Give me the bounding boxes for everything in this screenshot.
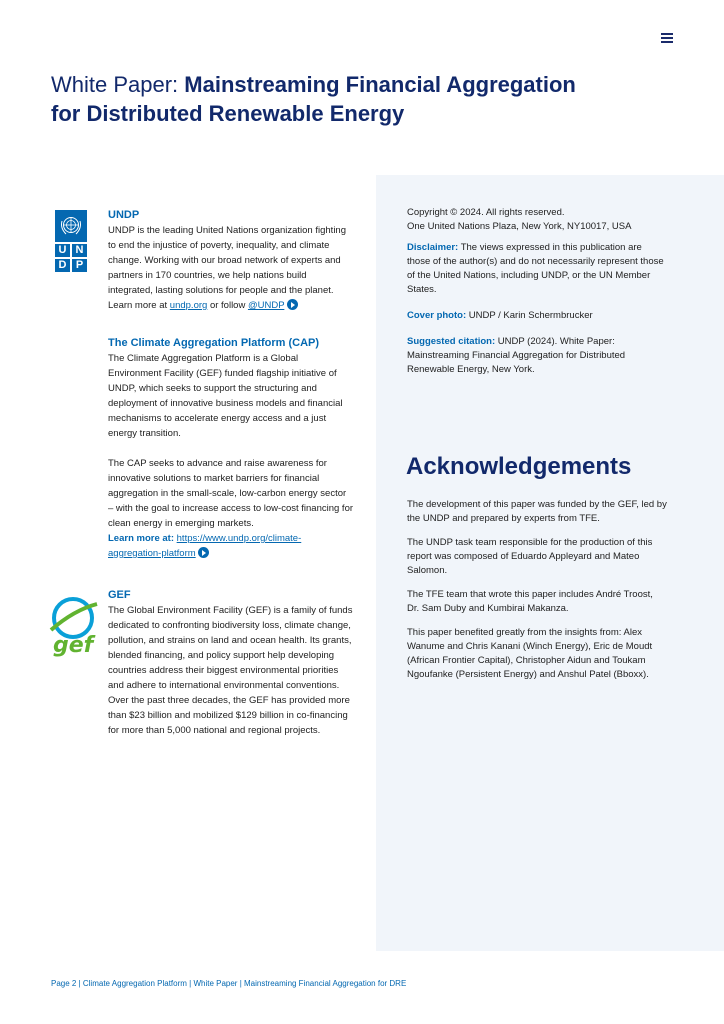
copyright-text: Copyright © 2024. All rights reserved. [407, 207, 565, 218]
undp-learn-more [108, 298, 353, 313]
cap-learn-more [108, 531, 353, 561]
undp-letter-u: U [55, 244, 70, 257]
cap-section [108, 336, 353, 561]
play-icon[interactable] [198, 547, 209, 558]
cap-learn-more-label: Learn more at: [108, 533, 174, 544]
undp-org-link[interactable]: undp.org [169, 300, 208, 311]
cap-body-1: The Climate Aggregation Platform is a Global Environment Facility (GEF) funded flagship initiative of UNDP, which seeks to support the structuring and deployment of innovative business models and financial mechanisms to accelerate energy access and a just energy transition. [108, 353, 343, 439]
cap-heading: The Climate Aggregation Platform (CAP) [108, 337, 320, 349]
disclaimer-label: Disclaimer: [407, 242, 459, 253]
disclaimer [407, 241, 667, 297]
gef-body: The Global Environment Facility (GEF) is a family of funds dedicated to confronting biodiversity loss, climate change, pollution, and strains on land and ocean health. Its grants, blended financing, and policy support help developing countries address their biggest environmental priorities and adhere to international environmental conventions. Over the past three decades, the GEF has provided more than $23 billion and mobilized $129 billion in co-financing for more than 5,000 national and regional projects. [108, 605, 353, 736]
title-bold-line1: Mainstreaming Financial Aggregation [184, 72, 576, 97]
suggested-citation [407, 335, 667, 377]
cover-photo-label: Cover photo: [407, 310, 467, 321]
undp-heading: UNDP [108, 209, 140, 221]
title-bold-line2: for Distributed Renewable Energy [51, 101, 405, 126]
undp-logo [55, 210, 87, 273]
gef-section [108, 588, 353, 738]
cap-body-2: The CAP seeks to advance and raise awareness for innovative solutions to market barriers for financial aggregation in the small-scale, low-carbon energy sector – with the goal to increase access to low-cost financing for clean energy in emerging markets. [108, 458, 354, 529]
gef-logo-text: gef [53, 633, 94, 658]
cover-photo [407, 309, 667, 323]
acknowledgements-body [407, 498, 667, 682]
gef-logo [49, 592, 99, 658]
learn-more-prefix: Learn more at [108, 300, 170, 311]
un-emblem-icon [55, 210, 87, 242]
title-prefix: White Paper: [51, 72, 185, 97]
disclaimer-text: The views expressed in this publication are those of the author(s) and do not necessarily represent those of the United Nations, including UNDP, or the UN Member States. [407, 242, 664, 295]
undp-letter-d: D [55, 259, 70, 272]
page-title [51, 70, 671, 128]
undp-letter-p: P [72, 259, 87, 272]
page-footer: Page 2 | Climate Aggregation Platform | White Paper | Mainstreaming Financial Aggregation for DRE [51, 979, 407, 988]
play-icon[interactable] [287, 299, 298, 310]
ack-paragraph-3: The TFE team that wrote this paper includes André Troost, Dr. Sam Duby and Kumbirai Makanza. [407, 589, 653, 614]
undp-body: UNDP is the leading United Nations organization fighting to end the injustice of poverty, inequality, and climate change. Working with our broad network of experts and partners in 170 countries, we help nations build integrated, lasting solutions for people and the planet. [108, 225, 346, 296]
publication-info [407, 206, 667, 377]
or-follow-text: or follow [207, 300, 248, 311]
acknowledgements-heading: Acknowledgements [406, 453, 632, 480]
cover-photo-text: UNDP / Karin Schermbrucker [466, 310, 593, 321]
ack-paragraph-2: The UNDP task team responsible for the production of this report was composed of Eduardo Appleyard and Mateo Salomon. [407, 537, 653, 576]
undp-letter-n: N [72, 244, 87, 257]
undp-section [108, 208, 353, 313]
menu-icon[interactable] [661, 33, 673, 43]
citation-label: Suggested citation: [407, 336, 496, 347]
citation-text: UNDP (2024). White Paper: Mainstreaming Financial Aggregation for Distributed Renewable Energy, New York. [407, 336, 626, 375]
ack-paragraph-4: This paper benefited greatly from the insights from: Alex Wanume and Chris Kanani (Winch Energy), Eric de Moudt (African Frontier Capital), Christopher Aidun and Toukam Ngoufanke (Persistent Energy) and Anshul Patel (Bboxx). [407, 627, 653, 680]
gef-heading: GEF [108, 589, 131, 601]
address-text: One United Nations Plaza, New York, NY10017, USA [407, 221, 632, 232]
ack-paragraph-1: The development of this paper was funded by the GEF, led by the UNDP and prepared by experts from TFE. [407, 499, 667, 524]
undp-twitter-link[interactable]: @UNDP [247, 300, 285, 311]
cap-link[interactable]: https://www.undp.org/climate-aggregation-platform [108, 533, 302, 559]
